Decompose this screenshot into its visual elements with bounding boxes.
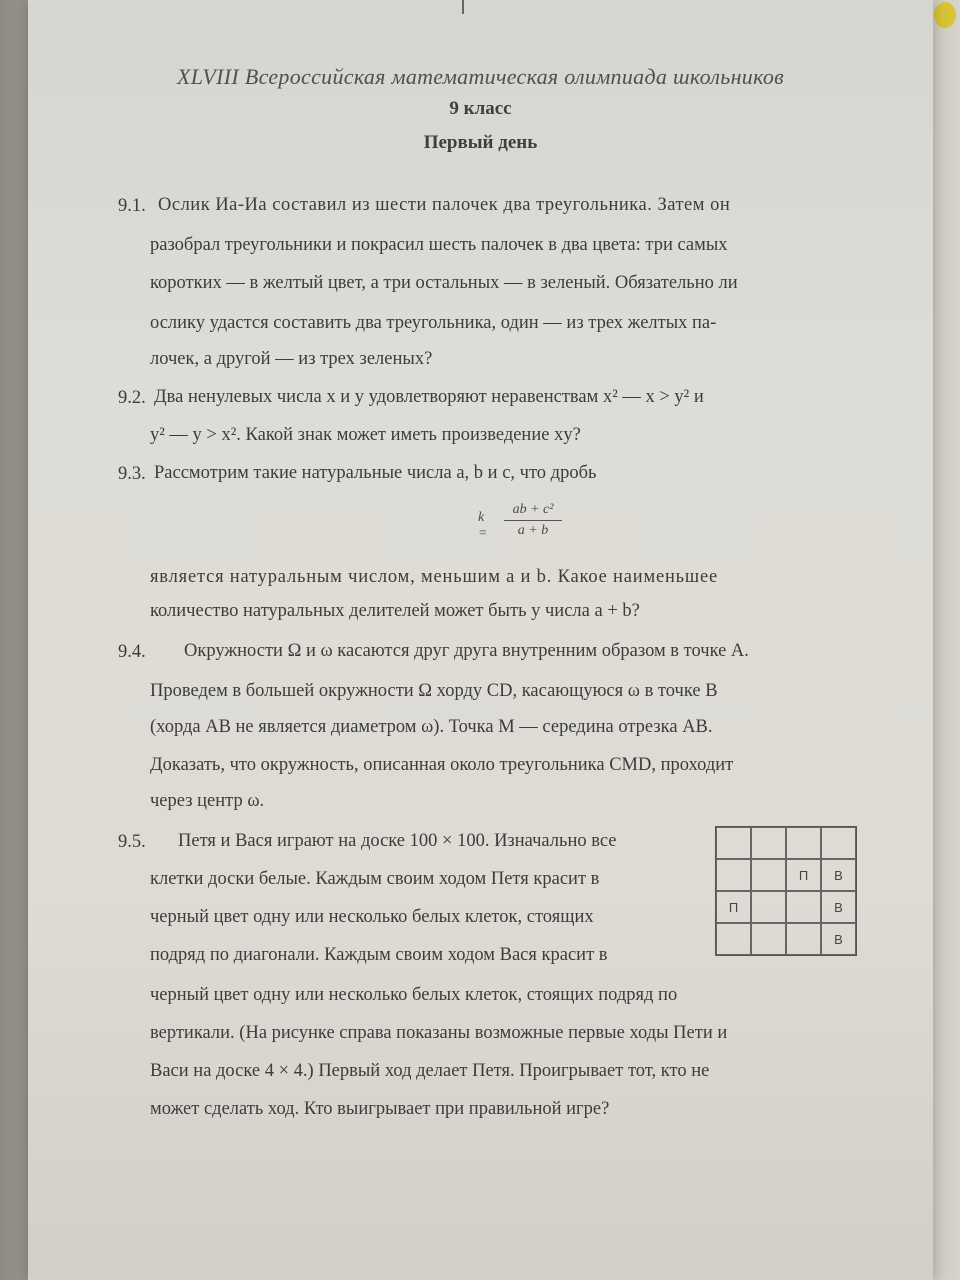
problem-9-2-line-2: y² — y > x². Какой знак может иметь произведение xy? — [150, 425, 581, 445]
board-cell: В — [821, 923, 856, 955]
problem-9-1-line-2: разобрал треугольники и покрасил шесть палочек в два цвета: три самых — [150, 235, 728, 255]
problem-9-1-line-4: ослику удастся составить два треугольника, один — из трех желтых па- — [150, 313, 717, 333]
board-cell — [751, 923, 786, 955]
grade-title: 9 класс — [449, 98, 512, 119]
problem-9-5-line-2: клетки доски белые. Каждым своим ходом Петя красит в — [150, 869, 600, 889]
olympiad-title: XLVIII Всероссийская математическая олимпиада школьников — [176, 64, 785, 89]
problem-9-5-line-7: Васи на доске 4 × 4.) Первый ход делает Петя. Проигрывает тот, кто не — [150, 1061, 710, 1081]
board-cell — [716, 859, 751, 891]
board-cell: В — [821, 859, 856, 891]
problem-number-9-4: 9.4. — [118, 642, 146, 662]
board-cell — [786, 827, 821, 859]
problem-number-9-2: 9.2. — [118, 388, 146, 408]
board-cell — [751, 827, 786, 859]
board-cell — [786, 923, 821, 955]
formula-lhs: k = — [478, 510, 488, 541]
problem-9-5-line-4: подряд по диагонали. Каждым своим ходом Вася красит в — [150, 945, 608, 965]
problem-9-4-line-5: через центр ω. — [150, 791, 265, 811]
problem-9-1-line-5: лочек, а другой — из трех зеленых? — [150, 349, 433, 369]
problem-9-5-line-8: может сделать ход. Кто выигрывает при правильной игре? — [150, 1099, 610, 1119]
formula-fraction — [504, 502, 562, 539]
board-cell — [786, 891, 821, 923]
board-cell: В — [821, 891, 856, 923]
problem-9-1-line-3: коротких — в желтый цвет, а три остальных — в зеленый. Обязательно ли — [150, 273, 738, 293]
fraction-bar — [504, 520, 562, 521]
board-cell — [716, 923, 751, 955]
problem-9-3-line-2: является натуральным числом, меньшим a и b. Какое наименьшее — [150, 567, 718, 587]
problem-9-4-line-2: Проведем в большей окружности Ω хорду CD, касающуюся ω в точке B — [150, 681, 718, 701]
problem-9-4-line-1: Окружности Ω и ω касаются друг друга внутренним образом в точке A. — [184, 641, 749, 661]
board-cell — [821, 827, 856, 859]
problem-9-3-line-3: количество натуральных делителей может быть у числа a + b? — [150, 601, 640, 621]
problem-number-9-5: 9.5. — [118, 832, 146, 852]
problem-9-5-line-1: Петя и Вася играют на доске 100 × 100. Изначально все — [178, 831, 617, 851]
problem-9-5-line-5: черный цвет одну или несколько белых клеток, стоящих подряд по — [150, 985, 678, 1005]
board-cell — [751, 859, 786, 891]
problem-9-4-line-3: (хорда AB не является диаметром ω). Точка M — середина отрезка AB. — [150, 717, 713, 737]
board-cell: П — [786, 859, 821, 891]
formula-numerator: ab + c² — [512, 502, 554, 517]
problem-9-4-line-4: Доказать, что окружность, описанная около треугольника CMD, проходит — [150, 755, 734, 775]
problem-number-9-1: 9.1. — [118, 196, 146, 216]
problem-number-9-3: 9.3. — [118, 464, 146, 484]
problem-9-3-line-1: Рассмотрим такие натуральные числа a, b и c, что дробь — [154, 463, 597, 483]
paper-sheet — [28, 0, 933, 1280]
board-cell — [751, 891, 786, 923]
board-4x4 — [715, 826, 857, 956]
day-title: Первый день — [423, 132, 538, 153]
board-cell — [716, 827, 751, 859]
formula-denominator: a + b — [517, 523, 549, 538]
problem-9-5-line-6: вертикали. (На рисунке справа показаны возможные первые ходы Пети и — [150, 1023, 728, 1043]
yellow-sticker — [934, 2, 956, 28]
pen-mark — [462, 0, 464, 14]
problem-9-1-line-1: Ослик Иа-Иа составил из шести палочек два треугольника. Затем он — [158, 195, 731, 215]
problem-9-2-line-1: Два ненулевых числа x и y удовлетворяют неравенствам x² — x > y² и — [154, 387, 704, 407]
problem-9-5-line-3: черный цвет одну или несколько белых клеток, стоящих — [150, 907, 594, 927]
board-cell: П — [716, 891, 751, 923]
